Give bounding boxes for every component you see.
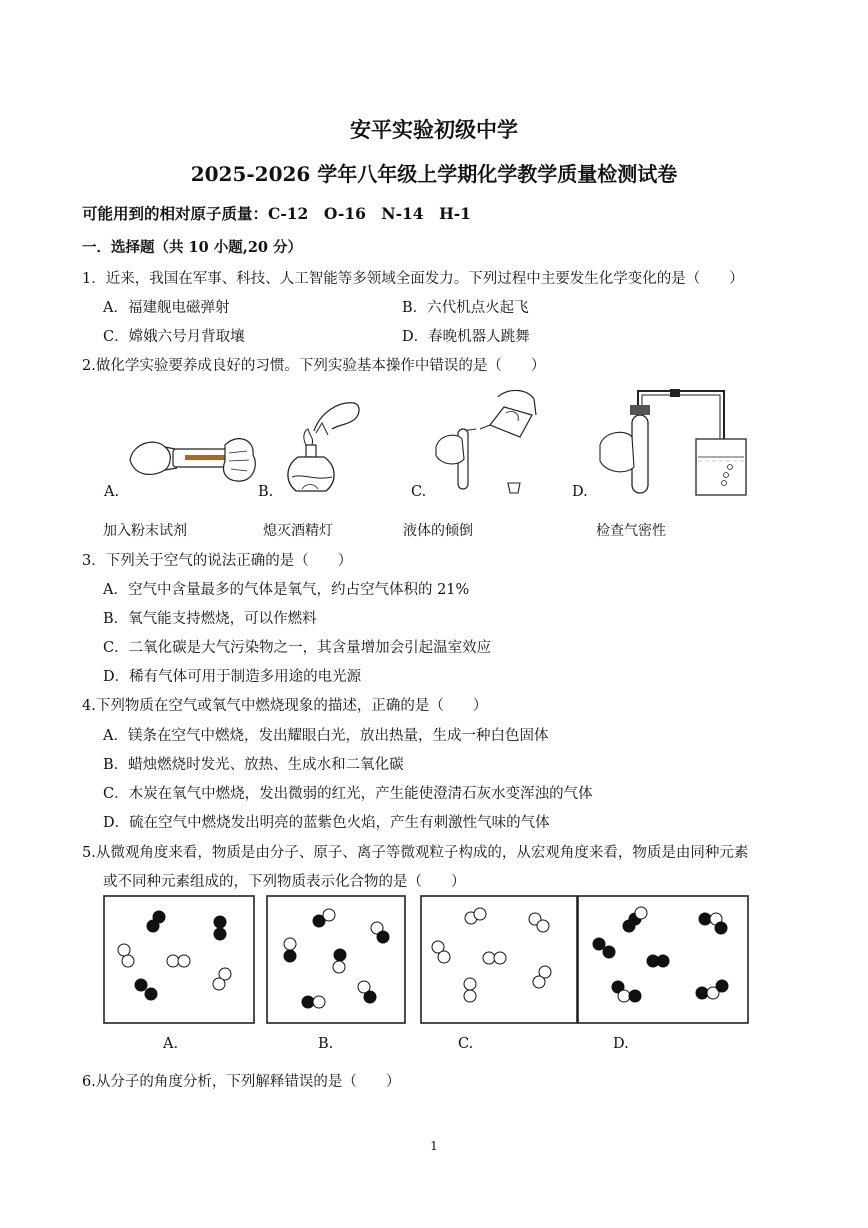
liquid-pouring-illustration	[428, 385, 558, 497]
airtightness-check-illustration	[596, 383, 756, 499]
q2-label-a: A.	[104, 484, 120, 500]
q5-label-c: C.	[458, 1036, 474, 1052]
powder-adding-illustration	[125, 425, 260, 495]
q2-label-d: D.	[572, 484, 588, 500]
q5-label-a: A.	[163, 1036, 179, 1052]
q4-option-b: B．蜡烛燃烧时发光、放热、生成水和二氧化碳	[103, 757, 404, 773]
q4-option-d: D．硫在空气中燃烧发出明亮的蓝紫色火焰，产生有刺激性气味的气体	[103, 815, 550, 831]
atomic-masses: 可能用到的相对原子质量：C-12 O-16 N-14 H-1	[82, 204, 471, 223]
q5-label-b: B.	[318, 1036, 334, 1052]
question-3-stem: 3．下列关于空气的说法正确的是（ ）	[82, 553, 353, 569]
q2-label-c: C.	[411, 484, 427, 500]
q3-option-c: C．二氧化碳是大气污染物之一，其含量增加会引起温室效应	[103, 640, 492, 656]
q4-option-c: C．木炭在氧气中燃烧，发出微弱的红光，产生能使澄清石灰水变浑浊的气体	[103, 786, 593, 802]
q2-caption-d: 检查气密性	[596, 523, 666, 539]
q5-label-d: D.	[613, 1036, 629, 1052]
q4-option-a: A．镁条在空气中燃烧，发出耀眼白光，放出热量，生成一种白色固体	[103, 728, 549, 744]
question-5-stem-line2: 或不同种元素组成的，下列物质表示化合物的是（ ）	[103, 874, 466, 890]
page-number: 1	[430, 1139, 438, 1153]
section-title: 一．选择题（共 10 小题,20 分）	[82, 239, 303, 256]
q2-caption-c: 液体的倾倒	[403, 523, 473, 539]
particle-box-d	[577, 895, 749, 1025]
alcohol-lamp-illustration	[276, 393, 366, 499]
question-6-stem: 6.从分子的角度分析，下列解释错误的是（ ）	[82, 1074, 401, 1090]
exam-title: 2025-2026 学年八年级上学期化学教学质量检测试卷	[190, 162, 678, 186]
school-title: 安平实验初级中学	[350, 117, 518, 142]
q2-label-b: B.	[258, 484, 274, 500]
q2-caption-a: 加入粉末试剂	[103, 523, 187, 539]
q1-option-a: A．福建舰电磁弹射	[103, 300, 230, 316]
particle-box-a	[103, 895, 255, 1025]
q3-option-d: D．稀有气体可用于制造多用途的电光源	[103, 669, 362, 685]
question-2-stem: 2.做化学实验要养成良好的习惯。下列实验基本操作中错误的是（ ）	[82, 358, 546, 374]
particle-box-c	[420, 895, 578, 1025]
q1-option-d: D．春晚机器人跳舞	[402, 329, 530, 345]
q3-option-a: A．空气中含量最多的气体是氧气，约占空气体积的 21%	[103, 582, 470, 598]
particle-box-b	[266, 895, 406, 1025]
q1-option-b: B．六代机点火起飞	[402, 300, 529, 316]
q1-option-c: C．嫦娥六号月背取壤	[103, 329, 245, 345]
question-5-stem-line1: 5.从微观角度来看，物质是由分子、原子、离子等微观粒子构成的，从宏观角度来看，物质是由同种元素	[82, 845, 749, 861]
question-1-stem: 1．近来，我国在军事、科技、人工智能等多领域全面发力。下列过程中主要发生化学变化的是（ ）	[82, 271, 744, 287]
question-4-stem: 4.下列物质在空气或氧气中燃烧现象的描述，正确的是（ ）	[82, 698, 488, 714]
q2-caption-b: 熄灭酒精灯	[263, 523, 333, 539]
q3-option-b: B．氧气能支持燃烧，可以作燃料	[103, 611, 317, 627]
